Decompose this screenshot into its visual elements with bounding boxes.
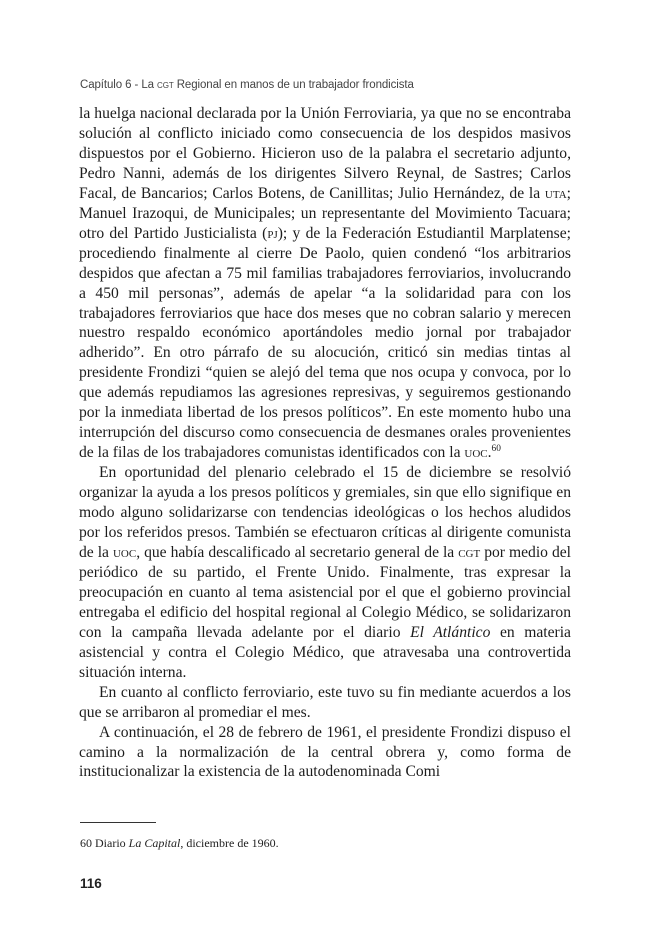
text-run: A continuación, el 28 de febrero de 1961, el presidente Frondizi dispuso el camino a la normalización de la central obrera y, como forma de institucionalizar la existencia de la autodenominada Comi: [79, 723, 571, 781]
text-run: la huelga nacional declarada por la Unión Ferroviaria, ya que no se encontraba solución al conflicto iniciado como consecuencia de los despidos masivos dispuestos por el Gobierno. Hicieron uso de la palabra el secretario adjunto, Pedro Nanni, además de los dirigentes Silvero Reynal, de Sastres; Carlos Facal, de Bancarios; Carlos Botens, de Canillitas; Julio Hernández, de la: [79, 105, 571, 202]
page-number: 116: [80, 876, 102, 891]
acronym: uoc: [112, 543, 137, 561]
header-chapter: Capítulo 6 - La: [80, 79, 158, 91]
paragraph: [79, 463, 571, 682]
acronym: uoc: [464, 444, 488, 462]
footnote-source-title: La Capital: [128, 836, 181, 850]
paragraph: [79, 723, 571, 783]
publication-title: El Atlántico: [410, 623, 491, 641]
text-run: en materia asistencial y contra el Colegio Médico, que atravesaba una controvertida situación interna.: [79, 623, 571, 681]
text-run: ); y de la Federación Estudiantil Marplatense; procediendo finalmente al cierre De Paolo, quien condenó “los arbitrarios despidos que afectan a 75 mil familias trabajadores ferroviarios, involucrando a 450 mil personas”, además de apelar “a la solidaridad para con los trabajadores ferroviarios que hace dos meses que no cobran salario y merecen nuestro respaldo económico aportándoles medio jornal por trabajador adherido”. En otro párrafo de su alocución, criticó sin medias tintas al presidente Frondizi “quien se alejó del tema que nos ocupa y convoca, por lo que además repudiamos las agresiones represivas, y seguiremos gestionando por la inmediata libertad de los presos políticos”. En este momento hubo una interrupción del discurso como consecuencia de desmanes orales provenientes de la filas de los trabajadores comunistas identificados con la: [79, 224, 571, 462]
acronym: cgt: [458, 543, 481, 561]
running-header: [80, 79, 414, 91]
footnote-date: , diciembre de 1960.: [180, 836, 279, 850]
footnote-divider: [80, 822, 156, 823]
text-run: .: [487, 444, 492, 462]
text-run: En cuanto al conflicto ferroviario, este tuvo su fin mediante acuerdos a los que se arribaron al promediar el mes.: [79, 683, 571, 721]
header-acronym: cgt: [157, 79, 174, 91]
text-run: En oportunidad del plenario celebrado el 15 de diciembre se resolvió organizar la ayuda a los presos políticos y gremiales, sin que ello signifique en modo alguno solidarizarse con tendencias ideológicas o los hechos aludidos por los referidos presos. También se efectuaron críticas al dirigente comunista de la: [79, 464, 571, 561]
footnote-reference: 60: [491, 444, 501, 455]
footnote-text: Diario: [92, 836, 129, 850]
acronym: pj: [267, 224, 278, 242]
paragraph: [79, 104, 571, 463]
footnote-number: 60: [80, 836, 92, 850]
body-text: [79, 104, 571, 782]
header-title: Regional en manos de un trabajador frondicista: [173, 79, 414, 91]
paragraph: [79, 683, 571, 723]
text-run: por medio del periódico de su partido, el Frente Unido. Finalmente, tras expresar la preocupación en cuanto al tema asistencial por el que el gobierno provincial entregaba el edificio del hospital regional al Colegio Médico, se solidarizaron con la campaña llevada adelante por el diario: [79, 543, 571, 641]
footnote: [80, 836, 279, 851]
acronym: uta: [544, 184, 567, 202]
text-run: ; Manuel Irazoqui, de Municipales; un representante del Movimiento Tacuara; otro del Partido Justicialista (: [79, 184, 571, 242]
text-run: , que había descalificado al secretario general de la: [136, 543, 459, 561]
